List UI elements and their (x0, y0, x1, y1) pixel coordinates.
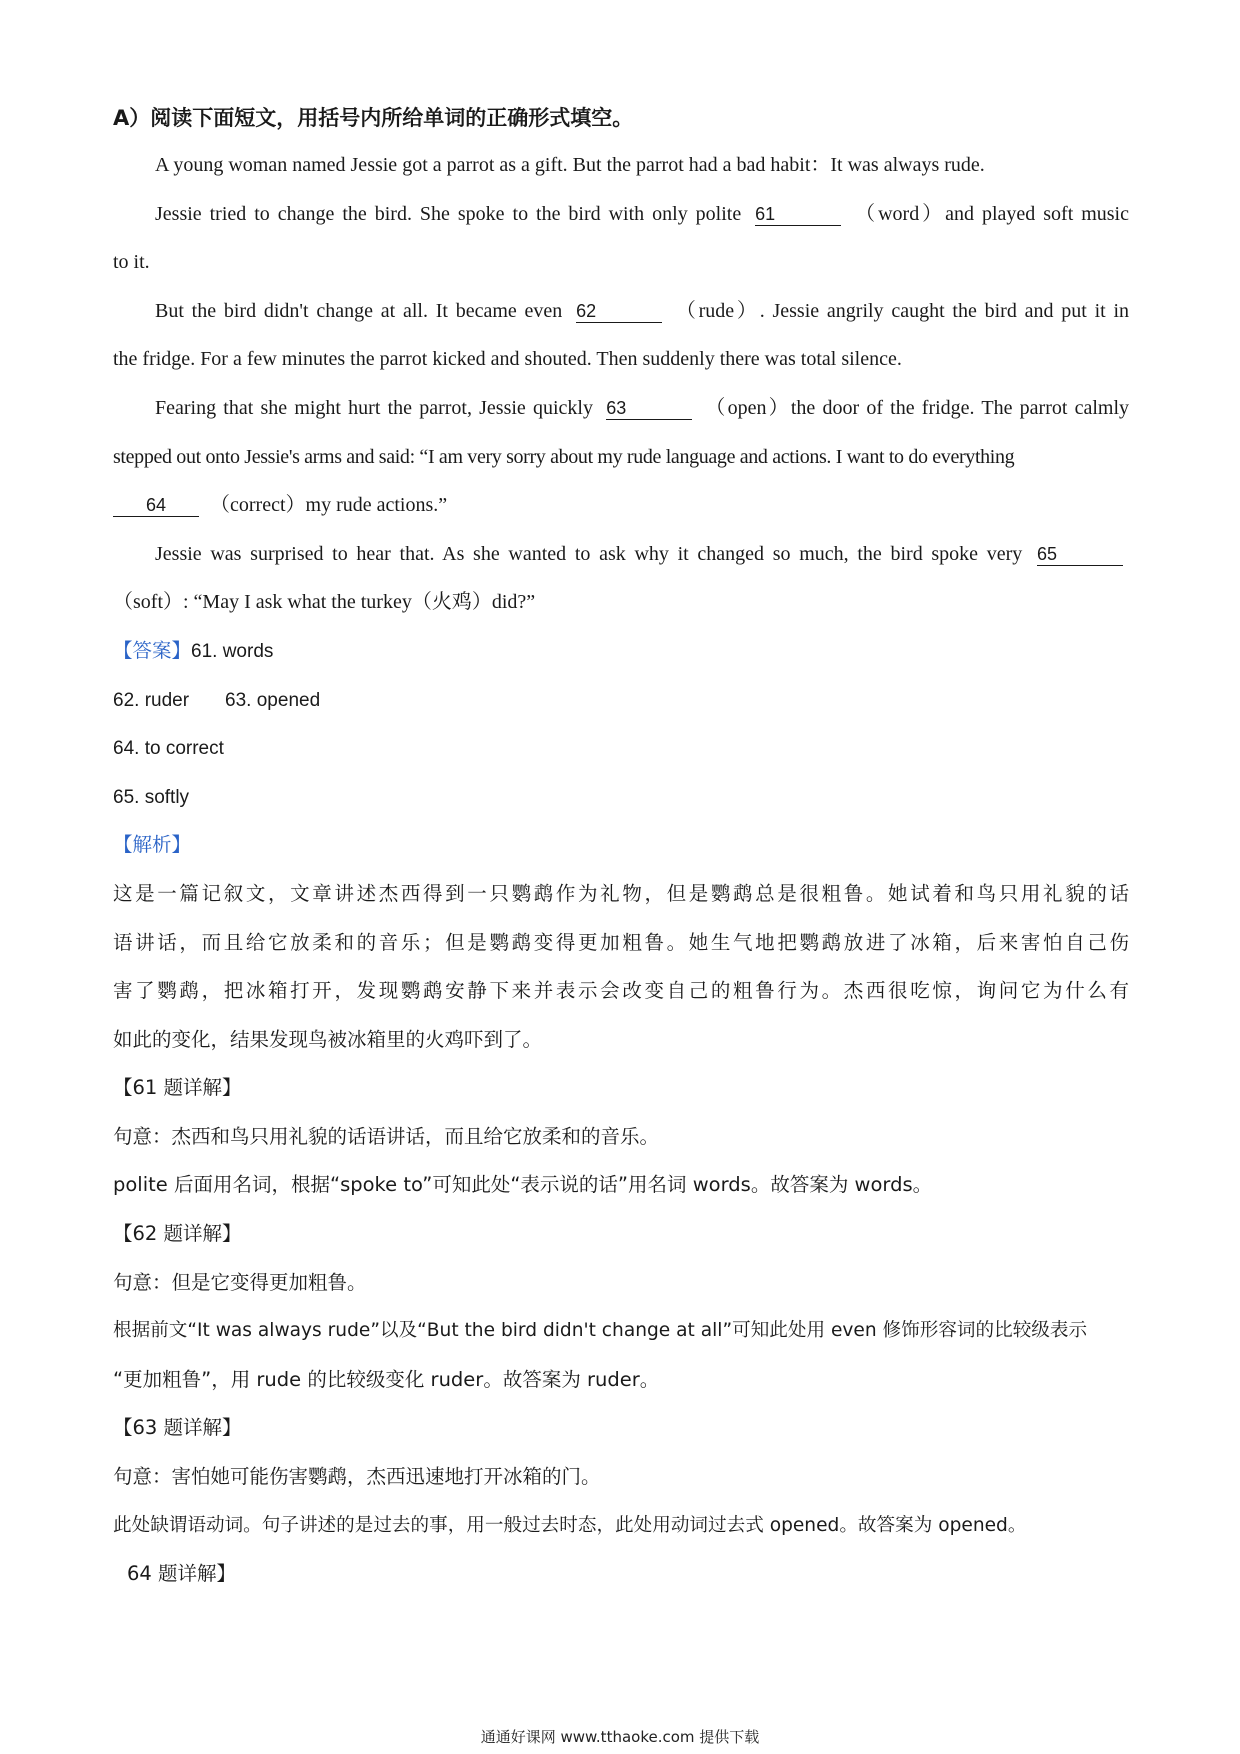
q61-meaning: 句意：杰西和鸟只用礼貌的话语讲话，而且给它放柔和的音乐。 (113, 1124, 660, 1148)
q63-meaning: 句意：害怕她可能伤害鹦鹉，杰西迅速地打开冰箱的门。 (113, 1465, 601, 1489)
passage-paragraph-4 (113, 384, 1129, 433)
passage-text: to it. (113, 251, 150, 274)
passage-paragraph-2 (113, 190, 1129, 239)
blank-61: 61 (755, 203, 841, 226)
passage-text: （rude）. Jessie angrily caught the bird and put it in (675, 299, 1130, 322)
passage-text: （open）the door of the fridge. The parrot calmly (705, 396, 1130, 419)
answer-62: 62. ruder (113, 689, 190, 711)
passage-paragraph-5 (113, 530, 1129, 579)
passage-paragraph-3 (113, 287, 1129, 336)
passage-paragraph-5-cont (113, 578, 1129, 627)
q63-detail: 此处缺谓语动词。句子讲述的是过去的事，用一般过去时态，此处用动词过去式 opened。故答案为 opened。 (113, 1514, 1027, 1536)
blank-62: 62 (576, 300, 662, 323)
section-heading: A）阅读下面短文，用括号内所给单词的正确形式填空。 (113, 106, 634, 130)
analysis-summary-1: 这是一篇记叙文，文章讲述杰西得到一只鹦鹉作为礼物，但是鹦鹉总是很粗鲁。她试着和鸟只用礼貌的话 (113, 881, 1129, 905)
q62-detail-1: 根据前文“It was always rude”以及“But the bird didn't change at all”可知此处用 even 修饰形容词的比较级表示 (113, 1320, 1088, 1342)
passage-text: stepped out onto Jessie's arms and said: “I am very sorry about my rude language and actions. I want to do everything (113, 445, 1015, 468)
blank-63: 63 (606, 397, 692, 420)
q62-detail-2: “更加粗鲁”，用 rude 的比较级变化 ruder。故答案为 ruder。 (113, 1367, 660, 1391)
page-content (113, 95, 1129, 1599)
passage-text: But the bird didn't change at all. It became even (155, 299, 563, 322)
answer-row-2 (113, 676, 1129, 725)
passage-text: （word）and played soft music (855, 202, 1129, 225)
answer-label: 【答案】 (113, 638, 192, 662)
q62-title: 【62 题详解】 (113, 1222, 242, 1246)
answer-64: 64. to correct (113, 738, 224, 760)
passage-paragraph-4-cont (113, 433, 1129, 482)
passage-paragraph-4-end (113, 481, 1129, 530)
analysis-label: 【解析】 (113, 833, 192, 857)
passage-paragraph-2-cont (113, 238, 1129, 287)
analysis-summary-3: 害了鹦鹉，把冰箱打开，发现鹦鹉安静下来并表示会改变自己的粗鲁行为。杰西很吃惊，询问它为什么有 (113, 979, 1129, 1003)
passage-text: Fearing that she might hurt the parrot, Jessie quickly (155, 396, 593, 419)
analysis-summary-4: 如此的变化，结果发现鸟被冰箱里的火鸡吓到了。 (113, 1027, 543, 1051)
passage-text: （soft）: “May I ask what the turkey（火鸡）did?” (113, 591, 536, 614)
analysis-label-row (113, 821, 1129, 870)
q62-meaning: 句意：但是它变得更加粗鲁。 (113, 1270, 367, 1294)
q61-detail: polite 后面用名词，根据“spoke to”可知此处“表示说的话”用名词 words。故答案为 words。 (113, 1173, 933, 1197)
blank-64: 64 (113, 494, 199, 517)
passage-text: Jessie was surprised to hear that. As she wanted to ask why it changed so much, the bird spoke very (155, 542, 1023, 565)
passage-text: the fridge. For a few minutes the parrot kicked and shouted. Then suddenly there was total silence. (113, 348, 902, 371)
page-footer: 通通好课网 www.tthaoke.com 提供下载 (480, 1728, 760, 1746)
analysis-summary-2: 语讲话，而且给它放柔和的音乐；但是鹦鹉变得更加粗鲁。她生气地把鹦鹉放进了冰箱，后来害怕自己伤 (113, 930, 1129, 954)
blank-65: 65 (1037, 543, 1123, 566)
q64-title: 64 题详解】 (127, 1562, 237, 1586)
answer-63: 63. opened (225, 689, 321, 711)
q61-title: 【61 题详解】 (113, 1076, 242, 1100)
passage-paragraph-1 (113, 141, 1129, 190)
answer-61: 61. words (191, 640, 274, 662)
passage-text: Jessie tried to change the bird. She spoke to the bird with only polite (155, 202, 742, 225)
passage-text: （correct）my rude actions.” (210, 494, 448, 517)
answer-65: 65. softly (113, 786, 190, 808)
answer-row-1 (113, 627, 1129, 676)
q63-title: 【63 题详解】 (113, 1416, 242, 1440)
passage-paragraph-3-cont (113, 335, 1129, 384)
answer-row-4 (113, 773, 1129, 822)
passage-text: A young woman named Jessie got a parrot as a gift. But the parrot had a bad habit：It was always rude. (155, 154, 985, 176)
answer-row-3 (113, 724, 1129, 773)
